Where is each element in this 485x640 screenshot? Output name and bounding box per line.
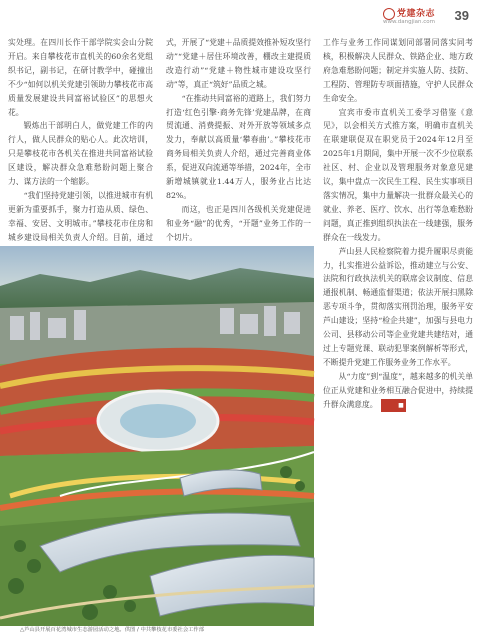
paragraph: 锻炼出干部明白人，做党建工作的内行人，做人民群众的贴心人。此次培训，只是攀枝花市各机关在推进共同富裕试验区建设，解决群众急难愁盼问题上聚合力、谋方法的一个缩影。 <box>8 121 153 187</box>
paragraph: 式，开展了“党建＋品质提效推补短攻坚行动”“党建＋居住环境改善，棚改主建提质改造行动”“党建＋物性城市建设攻坚行动”等，真正“筑好”品质之城。 <box>166 38 311 89</box>
site-url: www.dangjian.com <box>383 19 435 25</box>
text-column-2 <box>166 36 311 261</box>
paragraph: 芦山县人民检察院着力提升履职尽责能力，扎实推进公益诉讼，推动建立与公安、法院和行政执法机关的联席会议制度、信息通报机制、畅通监督渠道；依法开展扫黑除恶专项斗争，贯彻落实刑罚治理，服务平安芦山建设；坚持“检企共建”，加强与县电力公司、县移动公司等企业党建共建结对，通过上专题党课、联动犯罪案例解析等形式，不断提升党建工作服务业务工作水平。 <box>323 246 473 367</box>
page-header <box>277 6 477 28</box>
magazine-logo <box>383 6 435 20</box>
paragraph: 而这，也正是四川各级机关党建促进和业务“融”的优秀，“开题”业务工作的一个切片。 <box>166 204 311 242</box>
paragraph: 实处理。在四川长作干部学院实会山分院开启。来自攀枝花市直机关的60余名党组织书记，副书记，在研讨教学中，碰撞出不少“如何以机关党建引领助力攀枝花市高质量发展建设共同富裕试验区”的思想火花。 <box>8 38 153 117</box>
park-illustration <box>0 246 314 626</box>
paragraph: 宜宾市委市直机关工委学习借鉴《意见》，以会相关方式推方案，明确市直机关在联建联促双在职党员于2024年12月至2025年1月期间，集中开展一次不少位联系社区、村、企业以及管理服务对象意见建议，集中盘点一次民生工程、民生实事项目落实情况，集中力量解决一批群众最关心的就业、养老、医疗、饮水、出行等急难愁盼问题，真正推到组织执法在一线建强，服务群众在一线发力。 <box>323 107 473 242</box>
paragraph: 工作与业务工作同谋划同部署同落实同考核，积极解决人民群众、铁路企业、地方政府急难愁盼问题；制定并实施人防、技防、工程防、管理防专项面措施，守护人民群众生命安全。 <box>323 38 473 103</box>
photo-caption: △芦山县开展百花湾城市生态游园活动之地。供图 / 中共攀枝花市委社会工作部 <box>20 627 205 633</box>
page-number: 39 <box>454 8 469 23</box>
article-end-mark: ■ <box>381 399 406 413</box>
paragraph: 从“力度”到“温度”，越来越多的机关单位正从党建和业务相互融合促进中，持续提升群众满意度。 ■ <box>323 370 473 413</box>
paragraph: “我们坚持党建引领，以推进城市有机更新为重要抓手，聚力打造从质、绿色、幸福、安居、文明城市。”攀枝花市住房和城乡建设局相关负责人介绍。目前，通过 <box>8 190 153 242</box>
logo-suffix: 杂志 <box>415 9 435 19</box>
text-column-1 <box>8 36 153 261</box>
party-emblem-icon <box>383 8 395 20</box>
aerial-park-photo <box>0 246 314 626</box>
logo-text: 党建 <box>396 9 416 19</box>
paragraph: “在推动共同富裕的道路上，我们努力打造‘红色引擎·商务先锋’党建品牌，在商贸流通、消费提振、对外开放等领域多点发力，奉献以高质量‘攀春曲’。”攀枝花市商务局相关负责人介绍，通过完善商业体系，促进双向流通等举措，2024年，全市新增城镇就业1.44万人，服务业占比达82%。 <box>166 93 311 200</box>
text-column-3 <box>323 36 473 636</box>
